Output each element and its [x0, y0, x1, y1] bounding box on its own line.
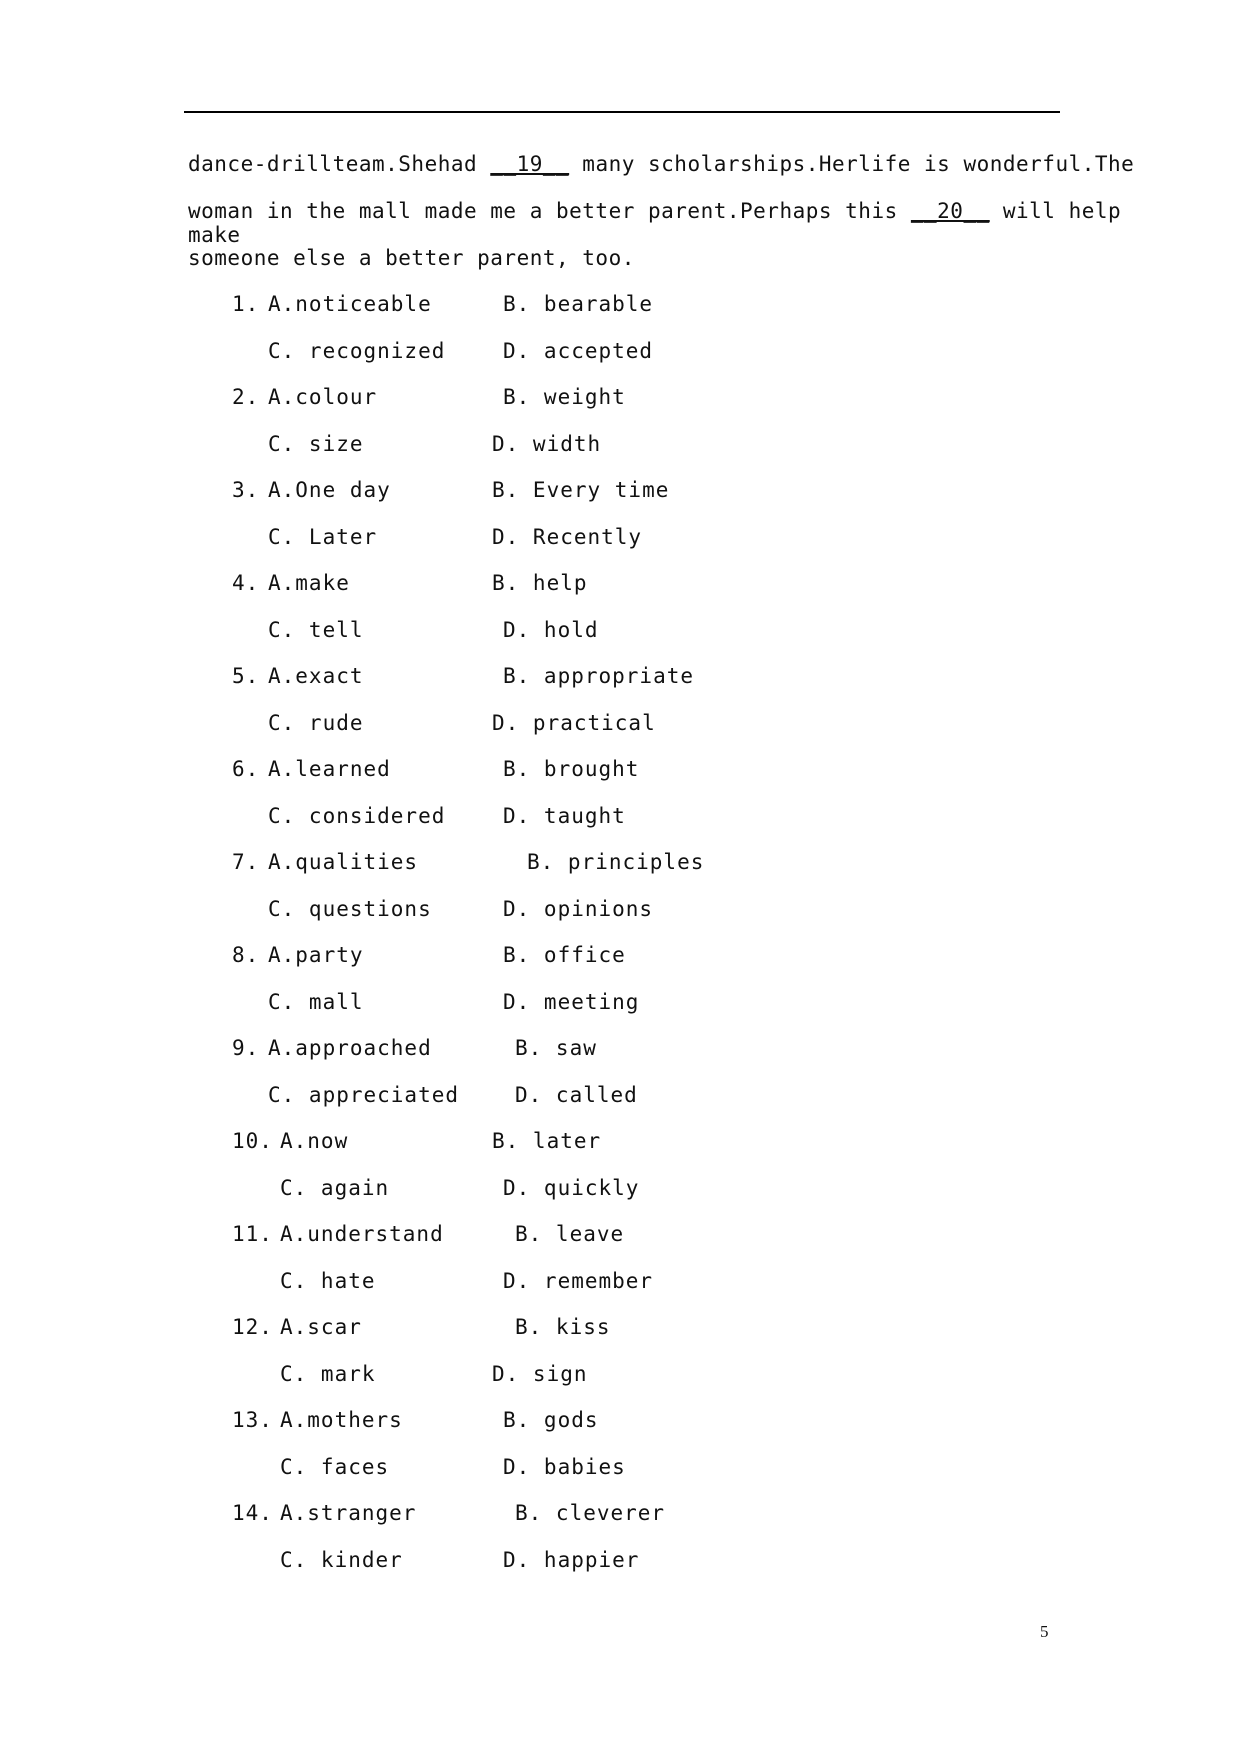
question-number: 10.	[232, 1129, 273, 1153]
passage-text: woman in the mall made me a better parent.Perhaps this	[188, 199, 911, 223]
option-b: B. bearable	[503, 292, 654, 316]
option-c: C. considered	[268, 803, 446, 828]
passage-text: someone else a better parent, too.	[188, 246, 635, 270]
option-b: B. cleverer	[515, 1501, 666, 1525]
option-a: A.mothers	[280, 1408, 403, 1432]
question-number: 11.	[232, 1222, 273, 1246]
option-a: A.noticeable	[268, 292, 432, 316]
option-c: C. size	[268, 431, 364, 456]
question-number: 8.	[232, 943, 260, 967]
passage-line-1	[188, 152, 1138, 176]
option-c: C. rude	[268, 710, 364, 735]
option-a: A.scar	[280, 1315, 362, 1339]
question-number: 6.	[232, 757, 260, 781]
option-c: C. questions	[268, 896, 432, 921]
question-number: 4.	[232, 571, 260, 595]
passage-text: will help make	[188, 199, 1122, 247]
option-d: D. accepted	[503, 338, 654, 363]
option-a: A.party	[268, 943, 364, 967]
option-b: B. later	[492, 1129, 602, 1153]
option-d: D. opinions	[503, 896, 654, 921]
option-c: C. mark	[280, 1361, 376, 1386]
passage-line-3	[188, 246, 1138, 270]
option-b: B. weight	[503, 385, 626, 409]
option-c: C. Later	[268, 524, 378, 549]
question-number: 9.	[232, 1036, 260, 1060]
option-d: D. practical	[492, 710, 656, 735]
option-b: B. saw	[515, 1036, 597, 1060]
option-a: A.One day	[268, 478, 391, 502]
page-number: 5	[1040, 1622, 1049, 1641]
question-number: 5.	[232, 664, 260, 688]
option-b: B. office	[503, 943, 626, 967]
option-c: C. appreciated	[268, 1082, 460, 1107]
option-b: B. leave	[515, 1222, 625, 1246]
option-d: D. taught	[503, 803, 626, 828]
option-c: C. tell	[268, 617, 364, 642]
header-rule	[184, 111, 1060, 113]
option-c: C. recognized	[268, 338, 446, 363]
option-b: B. principles	[527, 850, 705, 874]
option-a: A.qualities	[268, 850, 419, 874]
option-c: C. mall	[268, 989, 364, 1014]
option-d: D. sign	[492, 1361, 588, 1386]
option-a: A.learned	[268, 757, 391, 781]
question-number: 13.	[232, 1408, 273, 1432]
option-a: A.now	[280, 1129, 349, 1153]
option-d: D. width	[492, 431, 602, 456]
option-d: D. quickly	[503, 1175, 640, 1200]
option-c: C. faces	[280, 1454, 390, 1479]
question-number: 3.	[232, 478, 260, 502]
option-d: D. Recently	[492, 524, 643, 549]
option-a: A.approached	[268, 1036, 432, 1060]
option-a: A.stranger	[280, 1501, 417, 1525]
question-number: 1.	[232, 292, 260, 316]
option-d: D. happier	[503, 1547, 640, 1572]
blank-19: __19__	[490, 152, 570, 176]
passage-line-2	[188, 199, 1138, 247]
option-b: B. Every time	[492, 478, 670, 502]
question-number: 7.	[232, 850, 260, 874]
passage-text: dance-drillteam.Shehad	[188, 152, 491, 176]
option-b: B. help	[492, 571, 588, 595]
option-c: C. kinder	[280, 1547, 403, 1572]
option-b: B. gods	[503, 1408, 599, 1432]
option-a: A.colour	[268, 385, 378, 409]
option-b: B. appropriate	[503, 664, 695, 688]
option-c: C. again	[280, 1175, 390, 1200]
option-d: D. called	[515, 1082, 638, 1107]
question-number: 14.	[232, 1501, 273, 1525]
option-d: D. babies	[503, 1454, 626, 1479]
option-d: D. hold	[503, 617, 599, 642]
option-d: D. meeting	[503, 989, 640, 1014]
option-a: A.exact	[268, 664, 364, 688]
option-b: B. brought	[503, 757, 640, 781]
blank-20: __20__	[910, 199, 990, 223]
option-b: B. kiss	[515, 1315, 611, 1339]
option-c: C. hate	[280, 1268, 376, 1293]
question-number: 12.	[232, 1315, 273, 1339]
option-d: D. remember	[503, 1268, 654, 1293]
passage-text: many scholarships.Herlife is wonderful.The	[569, 152, 1135, 176]
question-number: 2.	[232, 385, 260, 409]
option-a: A.understand	[280, 1222, 444, 1246]
option-a: A.make	[268, 571, 350, 595]
